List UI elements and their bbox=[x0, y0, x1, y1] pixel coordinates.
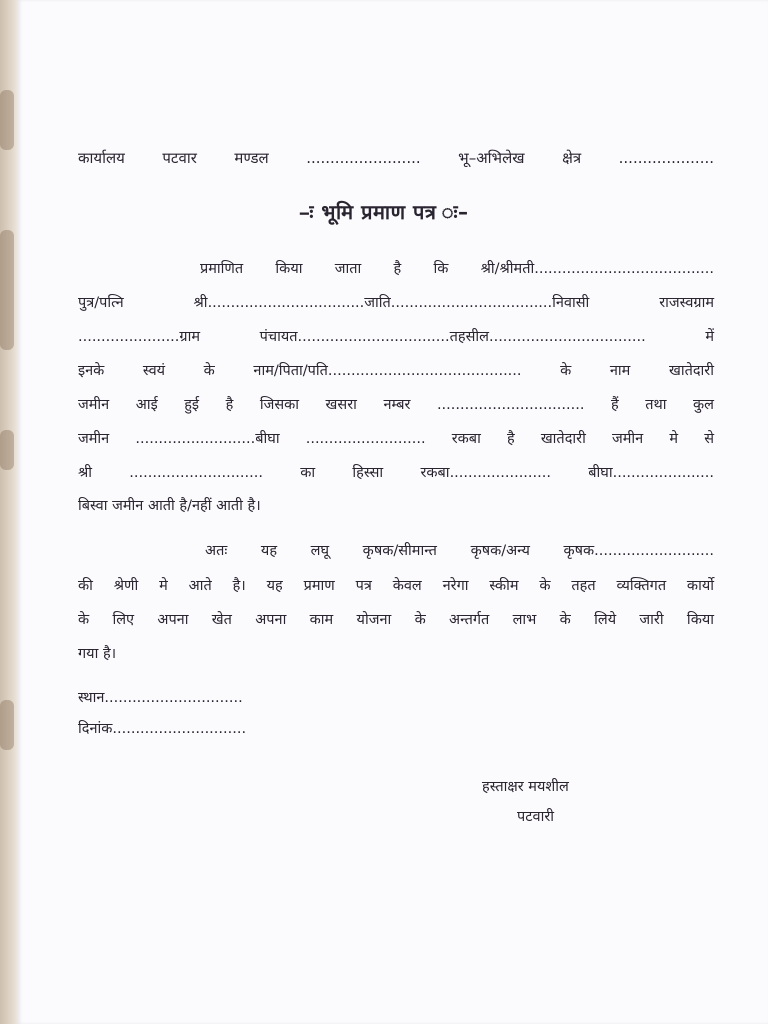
category-line: अतः यह लघू कृषक/सीमान्त कृषक/अन्य कृषक.......................... bbox=[205, 543, 714, 559]
body-line: श्री ............................. का हिस्सा रकबा...................... बीघा...................... bbox=[78, 465, 714, 481]
signature-label: हस्ताक्षर मयशील bbox=[482, 779, 569, 795]
document-title: –ः भूमि प्रमाण पत्र ः– bbox=[299, 200, 469, 224]
date-field: दिनांक............................. bbox=[78, 721, 247, 737]
office-header: कार्यालय पटवार मण्डल ........................ भू–अभिलेख क्षेत्र .................... bbox=[78, 149, 714, 167]
category-line: के लिए अपना खेत अपना काम योजना के अन्तर्गत लाभ के लिये जारी किया bbox=[78, 612, 714, 628]
body-line: ......................ग्राम पंचायत.................................तहसील.................................. में bbox=[78, 329, 714, 345]
body-line: इनके स्वयं के नाम/पिता/पति.......................................... के नाम खातेदारी bbox=[78, 363, 714, 379]
paper-stain bbox=[0, 430, 14, 470]
place-field: स्थान.............................. bbox=[78, 690, 243, 706]
paper-stain bbox=[0, 230, 14, 350]
designation-label: पटवारी bbox=[517, 809, 555, 825]
category-line: गया है। bbox=[78, 646, 117, 662]
body-line: बिस्वा जमीन आती है/नहीं आती है। bbox=[78, 498, 261, 514]
paper-stain bbox=[0, 700, 14, 750]
scan-left-edge bbox=[0, 0, 20, 1024]
body-line: पुत्र/पत्नि श्री..................................जाति...................................निवासी राजस्वग्राम bbox=[78, 295, 714, 311]
paper-stain bbox=[0, 90, 14, 150]
category-line: की श्रेणी मे आते है। यह प्रमाण पत्र केवल नरेगा स्कीम के तहत व्यक्तिगत कार्यो bbox=[78, 578, 714, 594]
body-line: जमीन आई हुई है जिसका खसरा नम्बर ................................ हैं तथा कुल bbox=[78, 397, 714, 413]
body-line: प्रमाणित किया जाता है कि श्री/श्रीमती....................................... bbox=[200, 261, 714, 277]
body-line: जमीन ..........................बीघा .......................... रकबा है खातेदारी जमीन मे से bbox=[78, 431, 714, 447]
